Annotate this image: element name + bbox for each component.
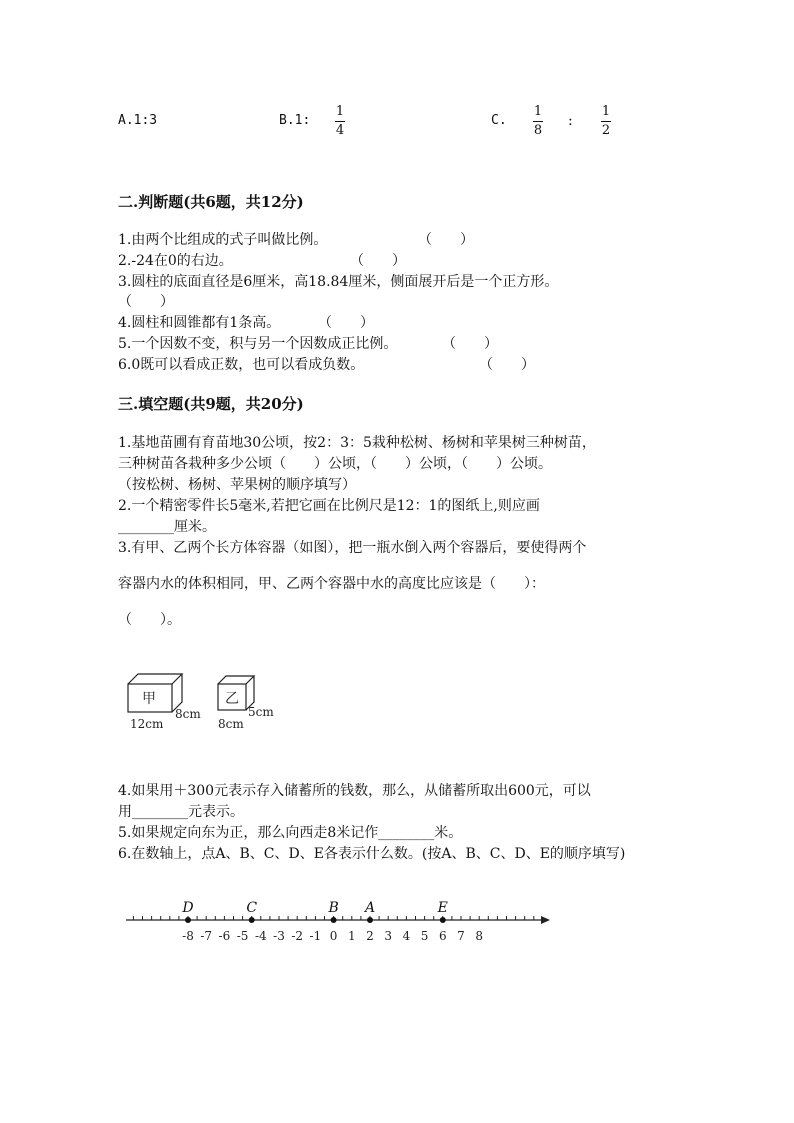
point-a-dot	[367, 917, 373, 923]
fraction-denominator: 8	[533, 123, 543, 138]
fill-q1-line2: 三种树苗各栽种多少公顷（ ）公顷，（ ）公顷，（ ）公顷。	[118, 456, 552, 472]
judge-bracket-1: （ ）	[418, 232, 474, 248]
box-yi-height: 5cm	[248, 705, 274, 719]
point-d-label: D	[182, 900, 194, 916]
fill-q1-line3: （按松树、杨树、苹果树的顺序填写）	[118, 477, 356, 493]
tick-label: 3	[384, 929, 393, 943]
judge-item-5: 5.一个因数不变，积与另一个因数成正比例。	[118, 336, 398, 352]
tick-label: -5	[236, 929, 249, 943]
fill-q2-line1: 2.一个精密零件长5毫米,若把它画在比例尺是12：1的图纸上,则应画	[118, 498, 540, 514]
point-d-dot	[185, 917, 191, 923]
fill-q3-line2: 容器内水的体积相同，甲、乙两个容器中水的高度比应该是（ ）：	[118, 576, 545, 592]
tick-label: 7	[457, 929, 465, 943]
judge-item-1: 1.由两个比组成的式子叫做比例。	[118, 232, 328, 248]
point-c-label: C	[246, 900, 258, 916]
point-b-label: B	[328, 900, 339, 916]
judge-bracket-4: （ ）	[318, 315, 374, 331]
fill-q3-line3: （ ）。	[118, 612, 181, 628]
choice-a: A.1:3	[118, 113, 158, 128]
choice-c-prefix: C.	[491, 113, 507, 128]
box-yi-width: 8cm	[218, 717, 244, 731]
fill-q1-line1: 1.基地苗圃有育苗地30公顷，按2：3：5栽种松树、杨树和苹果树三种树苗，	[118, 435, 596, 451]
judge-item-3: 3.圆柱的底面直径是6厘米，高18.84厘米，侧面展开后是一个正方形。	[118, 274, 559, 290]
tick-label: 2	[366, 929, 374, 943]
choice-c-fraction-2	[601, 105, 611, 138]
fraction-numerator: 1	[533, 104, 543, 119]
tick-label: -1	[309, 929, 322, 943]
box-yi-label: 乙	[225, 691, 239, 707]
point-c-dot	[249, 917, 255, 923]
box-jia-height: 8cm	[175, 707, 201, 721]
tick-label: -3	[273, 929, 285, 943]
tick-label: -8	[182, 929, 194, 943]
tick-label: 6	[438, 929, 447, 943]
tick-label: 8	[475, 929, 484, 943]
tick-label: 5	[420, 929, 429, 943]
point-e-dot	[440, 917, 446, 923]
judge-bracket-6: （ ）	[479, 357, 535, 373]
number-line	[120, 892, 560, 952]
fill-q6: 6.在数轴上，点A、B、C、D、E各表示什么数。(按A、B、C、D、E的顺序填写)	[118, 846, 626, 862]
fill-q2-line2: ________厘米。	[118, 519, 216, 535]
container-figure	[120, 668, 290, 738]
fill-q3-line1: 3.有甲、乙两个长方体容器（如图），把一瓶水倒入两个容器后，要使得两个	[118, 540, 587, 556]
choice-b-fraction	[335, 105, 345, 138]
point-e-label: E	[437, 900, 448, 916]
choice-c-colon: :	[568, 113, 573, 129]
judge-bracket-2: （ ）	[350, 253, 406, 269]
fill-q4-line2: 用________元表示。	[118, 804, 244, 820]
tick-label: -6	[218, 929, 231, 943]
fraction-numerator: 1	[601, 104, 611, 119]
judge-bracket-3: （ ）	[118, 294, 174, 310]
tick-label: -4	[254, 929, 267, 943]
fraction-denominator: 4	[335, 123, 345, 138]
box-jia-label: 甲	[142, 691, 156, 707]
tick-label: 1	[347, 929, 356, 943]
judge-item-4: 4.圆柱和圆锥都有1条高。	[118, 315, 281, 331]
box-jia-width: 12cm	[130, 717, 164, 731]
section3-title: 三.填空题(共9题，共20分)	[118, 395, 304, 413]
fill-q5: 5.如果规定向东为正，那么向西走8米记作________米。	[118, 825, 463, 841]
judge-item-6: 6.0既可以看成正数，也可以看成负数。	[118, 357, 365, 373]
point-b-dot	[331, 917, 337, 923]
fraction-numerator: 1	[335, 104, 345, 119]
number-line-arrow	[541, 916, 550, 924]
judge-item-2: 2.-24在0的右边。	[118, 253, 233, 269]
tick-label: -7	[200, 929, 213, 943]
choice-c-fraction-1	[533, 105, 543, 138]
point-a-label: A	[364, 900, 376, 916]
tick-label: 4	[402, 929, 411, 943]
section2-title: 二.判断题(共6题，共12分)	[118, 193, 304, 211]
fill-q4-line1: 4.如果用＋300元表示存入储蓄所的钱数，那么，从储蓄所取出600元，可以	[118, 783, 591, 799]
choice-b-prefix: B.1:	[279, 113, 311, 128]
tick-label: 0	[329, 929, 338, 943]
tick-label: -2	[291, 929, 304, 943]
judge-bracket-5: （ ）	[442, 336, 498, 352]
fraction-denominator: 2	[601, 123, 611, 138]
